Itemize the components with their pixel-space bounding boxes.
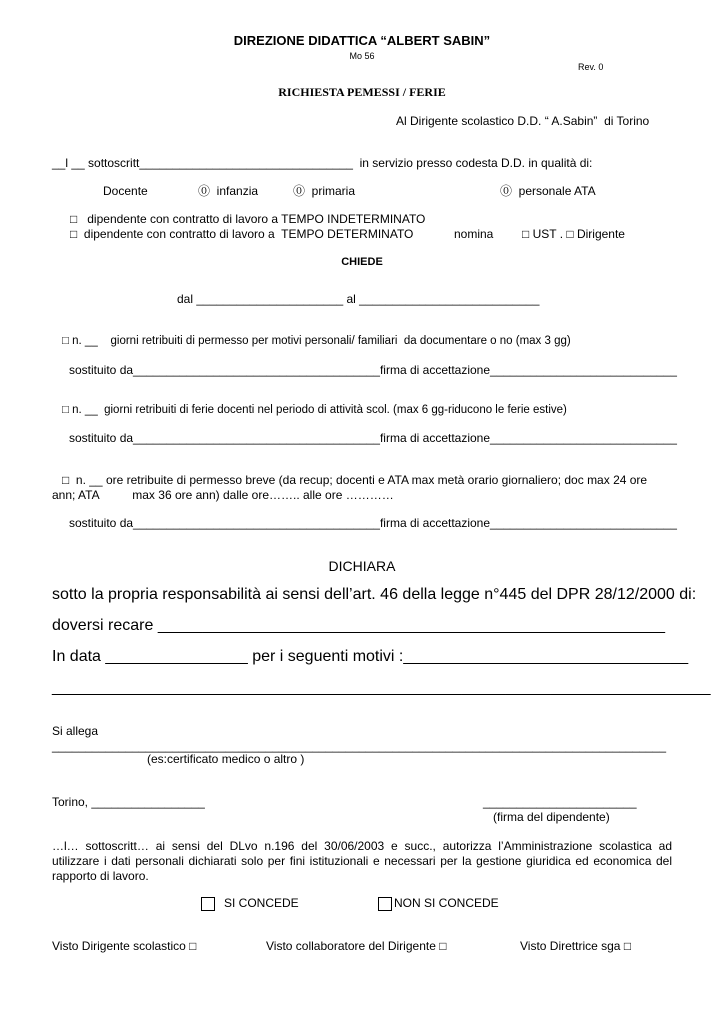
request-permesso-breve-substitute[interactable]: sostituito da_____________________________________firma di accettazione____________________________ [69, 516, 677, 530]
request-permesso-substitute[interactable]: sostituito da_____________________________________firma di accettazione____________________________ [69, 363, 677, 377]
period-line[interactable]: dal ______________________ al ___________________________ [177, 292, 540, 306]
option-primaria[interactable]: ⓪ primaria [293, 184, 356, 198]
document-title: DIREZIONE DIDATTICA “ALBERT SABIN” [233, 33, 491, 48]
place-date-line[interactable]: Torino, _________________ [52, 795, 205, 809]
option-personale-ata[interactable]: ⓪ personale ATA [500, 184, 596, 198]
date-reasons-line[interactable]: In data ________________ per i seguenti motivi :________________________________ [52, 648, 689, 665]
non-si-concede-label: NON SI CONCEDE [394, 896, 499, 910]
dichiara-heading: DICHIARA [328, 558, 396, 574]
privacy-consent-text: …l… sottoscritt… ai sensi del DLvo n.196 del 30/06/2003 e succ., autorizza l’Amministrazione scolastica ad utilizzare i dati personali dichiarati solo per fini istituzionali e necessari per la gestione giuridica ed economica del rapporto di lavoro. [52, 839, 672, 883]
attachment-line[interactable]: ____________________________________________________________________________________________ [52, 739, 666, 753]
request-ferie-option[interactable]: □ n. __ giorni retribuiti di ferie docenti nel periodo di attività scol. (max 6 gg-riducono le ferie estive) [62, 404, 567, 416]
recipient-line: Al Dirigente scolastico D.D. “ A.Sabin” di Torino [396, 114, 650, 128]
chiede-heading: CHIEDE [341, 256, 383, 268]
contract-determinato-option[interactable]: □ dipendente con contratto di lavoro a TEMPO DETERMINATO [70, 227, 414, 241]
visto-dirigente[interactable]: Visto Dirigente scolastico □ [52, 939, 197, 953]
signature-caption: (firma del dipendente) [493, 810, 610, 824]
revision-label: Rev. 0 [578, 62, 604, 72]
nomina-options[interactable]: □ UST . □ Dirigente [522, 227, 625, 241]
applicant-line[interactable]: __l __ sottoscritt________________________________ in servizio presso codesta D.D. in qualità di: [52, 156, 593, 170]
option-infanzia[interactable]: ⓪ infanzia [198, 184, 259, 198]
reasons-continuation-line[interactable]: __________________________________________________________________________ [52, 679, 711, 696]
dichiara-statement: sotto la propria responsabilità ai sensi dell’art. 46 della legge n°445 del DPR 28/12/2000 di: [52, 586, 697, 603]
request-permesso-option[interactable]: □ n. __ giorni retribuiti di permesso per motivi personali/ familiari da documentare o no (max 3 gg) [62, 335, 571, 347]
si-concede-label: SI CONCEDE [224, 896, 299, 910]
role-docente-label: Docente [103, 184, 148, 198]
visto-collaboratore[interactable]: Visto collaboratore del Dirigente □ [266, 939, 447, 953]
si-concede-checkbox[interactable] [201, 897, 215, 911]
attachment-label: Si allega [52, 724, 99, 738]
request-permesso-breve-option[interactable]: □ n. __ ore retribuite di permesso breve (da recup; docenti e ATA max metà orario giornaliero; doc max 24 ore [62, 473, 648, 487]
attachment-hint: (es:certificato medico o altro ) [147, 752, 305, 766]
non-si-concede-checkbox[interactable] [378, 897, 392, 911]
visto-direttrice[interactable]: Visto Direttrice sga □ [520, 939, 632, 953]
nomina-label: nomina [454, 227, 494, 241]
contract-indeterminato-option[interactable]: □ dipendente con contratto di lavoro a TEMPO INDETERMINATO [70, 212, 426, 226]
form-subtitle: RICHIESTA PEMESSI / FERIE [278, 85, 446, 99]
request-ferie-substitute[interactable]: sostituito da_____________________________________firma di accettazione____________________________ [69, 431, 677, 445]
request-permesso-breve-hours[interactable]: ann; ATA max 36 ore ann) dalle ore…….. alle ore ………… [52, 488, 394, 502]
destination-line[interactable]: doversi recare _________________________________________________________ [52, 617, 666, 634]
signature-line[interactable]: _______________________ [483, 795, 637, 809]
form-code: Mo 56 [349, 51, 375, 61]
